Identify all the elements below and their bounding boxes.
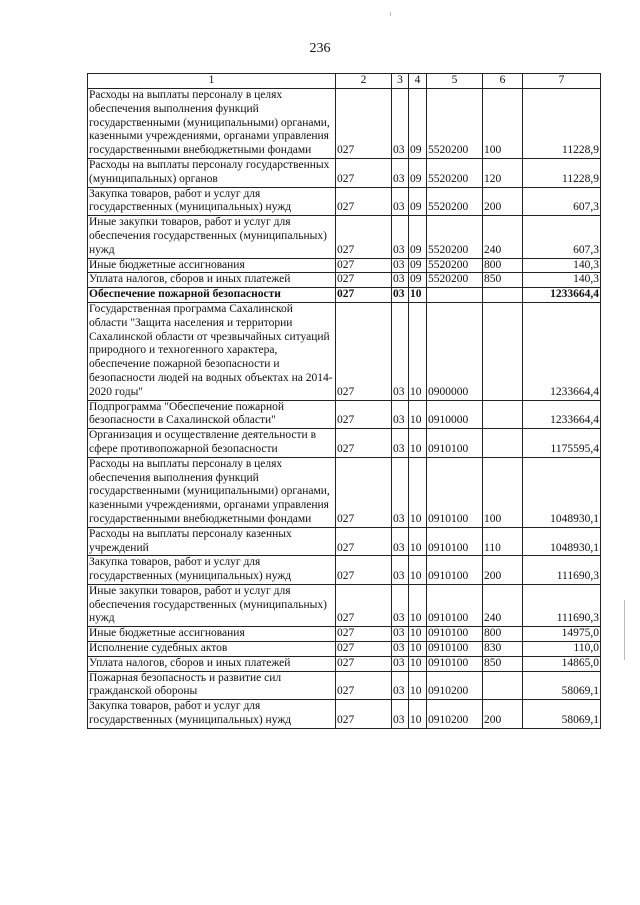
cell-section: 03 [392, 556, 409, 585]
cell-amount: 14975,0 [523, 627, 601, 642]
cell-subsection: 09 [409, 158, 427, 187]
cell-subsection: 10 [409, 457, 427, 527]
table-row [88, 258, 601, 273]
cell-ministry: 027 [336, 216, 392, 258]
cell-expense-type: 850 [483, 273, 523, 288]
cell-expense-type [483, 429, 523, 458]
cell-target-article: 5520200 [427, 187, 483, 216]
table-row [88, 187, 601, 216]
cell-amount: 1175595,4 [523, 429, 601, 458]
cell-expense-type: 100 [483, 457, 523, 527]
cell-name: Расходы на выплаты персоналу в целях обеспечения выполнения функций государственными (муниципальными) органами, казенными учреждениями, органами управления государственными внебюджетными фондами [88, 89, 336, 159]
cell-target-article: 0910100 [427, 642, 483, 657]
cell-expense-type [483, 400, 523, 429]
cell-ministry: 027 [336, 556, 392, 585]
cell-name: Иные бюджетные ассигнования [88, 258, 336, 273]
cell-target-article: 0910100 [427, 656, 483, 671]
cell-expense-type: 200 [483, 700, 523, 729]
cell-target-article: 0910100 [427, 429, 483, 458]
table-row [88, 273, 601, 288]
cell-ministry: 027 [336, 158, 392, 187]
cell-name: Расходы на выплаты персоналу казенных учреждений [88, 527, 336, 556]
table-row [88, 400, 601, 429]
cell-ministry: 027 [336, 187, 392, 216]
cell-amount: 111690,3 [523, 556, 601, 585]
cell-name: Уплата налогов, сборов и иных платежей [88, 273, 336, 288]
cell-ministry: 027 [336, 429, 392, 458]
cell-subsection: 10 [409, 429, 427, 458]
cell-target-article: 5520200 [427, 89, 483, 159]
cell-section: 03 [392, 642, 409, 657]
cell-ministry: 027 [336, 527, 392, 556]
cell-target-article: 0910200 [427, 700, 483, 729]
cell-expense-type: 100 [483, 89, 523, 159]
cell-amount: 111690,3 [523, 584, 601, 626]
cell-name: Уплата налогов, сборов и иных платежей [88, 656, 336, 671]
cell-amount: 1233664,4 [523, 302, 601, 400]
cell-expense-type [483, 288, 523, 303]
cell-ministry: 027 [336, 671, 392, 700]
cell-amount: 14865,0 [523, 656, 601, 671]
cell-name: Подпрограмма "Обеспечение пожарной безопасности в Сахалинской области" [88, 400, 336, 429]
cell-expense-type: 240 [483, 584, 523, 626]
cell-target-article: 0910100 [427, 457, 483, 527]
cell-name: Пожарная безопасность и развитие сил гражданской обороны [88, 671, 336, 700]
cell-name: Государственная программа Сахалинской области "Защита населения и территории Сахалинской области от чрезвычайных ситуаций природного и техногенного характера, обеспечение пожарной безопасности и безопасности людей на водных объектах на 2014-2020 годы" [88, 302, 336, 400]
cell-subsection: 10 [409, 700, 427, 729]
cell-name: Исполнение судебных актов [88, 642, 336, 657]
table-row [88, 89, 601, 159]
table-row [88, 429, 601, 458]
cell-amount: 58069,1 [523, 700, 601, 729]
scan-artifact [624, 600, 625, 660]
cell-section: 03 [392, 302, 409, 400]
cell-subsection: 09 [409, 89, 427, 159]
cell-amount: 140,3 [523, 273, 601, 288]
cell-name: Иные закупки товаров, работ и услуг для обеспечения государственных (муниципальных) нужд [88, 216, 336, 258]
cell-name: Обеспечение пожарной безопасности [88, 288, 336, 303]
cell-target-article: 0910100 [427, 556, 483, 585]
cell-expense-type: 200 [483, 556, 523, 585]
cell-section: 03 [392, 158, 409, 187]
table-row [88, 627, 601, 642]
cell-amount: 58069,1 [523, 671, 601, 700]
cell-section: 03 [392, 89, 409, 159]
cell-expense-type [483, 671, 523, 700]
cell-target-article: 5520200 [427, 258, 483, 273]
header-cell: 2 [336, 74, 392, 89]
cell-subsection: 09 [409, 258, 427, 273]
cell-expense-type: 830 [483, 642, 523, 657]
cell-name: Организация и осуществление деятельности в сфере противопожарной безопасности [88, 429, 336, 458]
cell-subsection: 10 [409, 671, 427, 700]
cell-subsection: 10 [409, 656, 427, 671]
cell-section: 03 [392, 700, 409, 729]
cell-target-article: 5520200 [427, 273, 483, 288]
cell-amount: 1233664,4 [523, 288, 601, 303]
table-row [88, 302, 601, 400]
cell-section: 03 [392, 273, 409, 288]
cell-target-article: 0910100 [427, 627, 483, 642]
cell-subsection: 10 [409, 584, 427, 626]
cell-ministry: 027 [336, 584, 392, 626]
cell-expense-type: 850 [483, 656, 523, 671]
table-row [88, 216, 601, 258]
budget-table [87, 73, 601, 729]
cell-name: Расходы на выплаты персоналу в целях обеспечения выполнения функций государственными (муниципальными) органами, казенными учреждениями, органами управления государственными внебюджетными фондами [88, 457, 336, 527]
cell-subsection: 10 [409, 400, 427, 429]
cell-ministry: 027 [336, 457, 392, 527]
cell-section: 03 [392, 457, 409, 527]
table-row [88, 671, 601, 700]
header-cell: 6 [483, 74, 523, 89]
cell-amount: 607,3 [523, 216, 601, 258]
table-row [88, 556, 601, 585]
cell-target-article: 5520200 [427, 158, 483, 187]
cell-section: 03 [392, 258, 409, 273]
cell-section: 03 [392, 527, 409, 556]
cell-subsection: 09 [409, 216, 427, 258]
cell-subsection: 10 [409, 556, 427, 585]
table-row [88, 642, 601, 657]
cell-expense-type: 800 [483, 627, 523, 642]
cell-name: Закупка товаров, работ и услуг для государственных (муниципальных) нужд [88, 700, 336, 729]
cell-subsection: 10 [409, 642, 427, 657]
cell-section: 03 [392, 429, 409, 458]
cell-target-article: 0910100 [427, 527, 483, 556]
cell-section: 03 [392, 400, 409, 429]
cell-ministry: 027 [336, 89, 392, 159]
cell-ministry: 027 [336, 273, 392, 288]
cell-expense-type: 120 [483, 158, 523, 187]
table-row [88, 288, 601, 303]
cell-ministry: 027 [336, 302, 392, 400]
cell-amount: 110,0 [523, 642, 601, 657]
cell-expense-type: 240 [483, 216, 523, 258]
cell-expense-type: 110 [483, 527, 523, 556]
cell-amount: 11228,9 [523, 89, 601, 159]
cell-amount: 1048930,1 [523, 527, 601, 556]
cell-target-article: 0910100 [427, 584, 483, 626]
cell-ministry: 027 [336, 627, 392, 642]
cell-name: Иные закупки товаров, работ и услуг для обеспечения государственных (муниципальных) нужд [88, 584, 336, 626]
cell-amount: 11228,9 [523, 158, 601, 187]
cell-subsection: 09 [409, 187, 427, 216]
cell-amount: 1048930,1 [523, 457, 601, 527]
cell-amount: 607,3 [523, 187, 601, 216]
cell-subsection: 10 [409, 527, 427, 556]
table-row [88, 656, 601, 671]
cell-subsection: 10 [409, 288, 427, 303]
cell-subsection: 10 [409, 302, 427, 400]
header-cell: 4 [409, 74, 427, 89]
cell-section: 03 [392, 627, 409, 642]
table-row [88, 527, 601, 556]
cell-expense-type: 800 [483, 258, 523, 273]
page-number: 236 [309, 41, 331, 56]
table-header-row [88, 74, 601, 89]
cell-ministry: 027 [336, 400, 392, 429]
cell-section: 03 [392, 656, 409, 671]
cell-target-article: 0910200 [427, 671, 483, 700]
table-row [88, 158, 601, 187]
cell-expense-type: 200 [483, 187, 523, 216]
header-cell: 1 [88, 74, 336, 89]
cell-name: Закупка товаров, работ и услуг для государственных (муниципальных) нужд [88, 556, 336, 585]
cell-section: 03 [392, 187, 409, 216]
cell-target-article: 0910000 [427, 400, 483, 429]
cell-ministry: 027 [336, 700, 392, 729]
table-body [88, 89, 601, 729]
cell-subsection: 10 [409, 627, 427, 642]
table-row [88, 700, 601, 729]
cell-amount: 1233664,4 [523, 400, 601, 429]
cell-target-article [427, 288, 483, 303]
cell-expense-type [483, 302, 523, 400]
cell-amount: 140,3 [523, 258, 601, 273]
cell-target-article: 0900000 [427, 302, 483, 400]
cell-subsection: 09 [409, 273, 427, 288]
cell-ministry: 027 [336, 258, 392, 273]
cell-ministry: 027 [336, 642, 392, 657]
cell-section: 03 [392, 216, 409, 258]
header-cell: 3 [392, 74, 409, 89]
scan-artifact [390, 12, 391, 16]
header-cell: 5 [427, 74, 483, 89]
cell-section: 03 [392, 584, 409, 626]
table-row [88, 584, 601, 626]
cell-section: 03 [392, 288, 409, 303]
cell-target-article: 5520200 [427, 216, 483, 258]
cell-section: 03 [392, 671, 409, 700]
cell-name: Закупка товаров, работ и услуг для государственных (муниципальных) нужд [88, 187, 336, 216]
header-cell: 7 [523, 74, 601, 89]
cell-ministry: 027 [336, 288, 392, 303]
cell-ministry: 027 [336, 656, 392, 671]
cell-name: Расходы на выплаты персоналу государственных (муниципальных) органов [88, 158, 336, 187]
cell-name: Иные бюджетные ассигнования [88, 627, 336, 642]
table-row [88, 457, 601, 527]
